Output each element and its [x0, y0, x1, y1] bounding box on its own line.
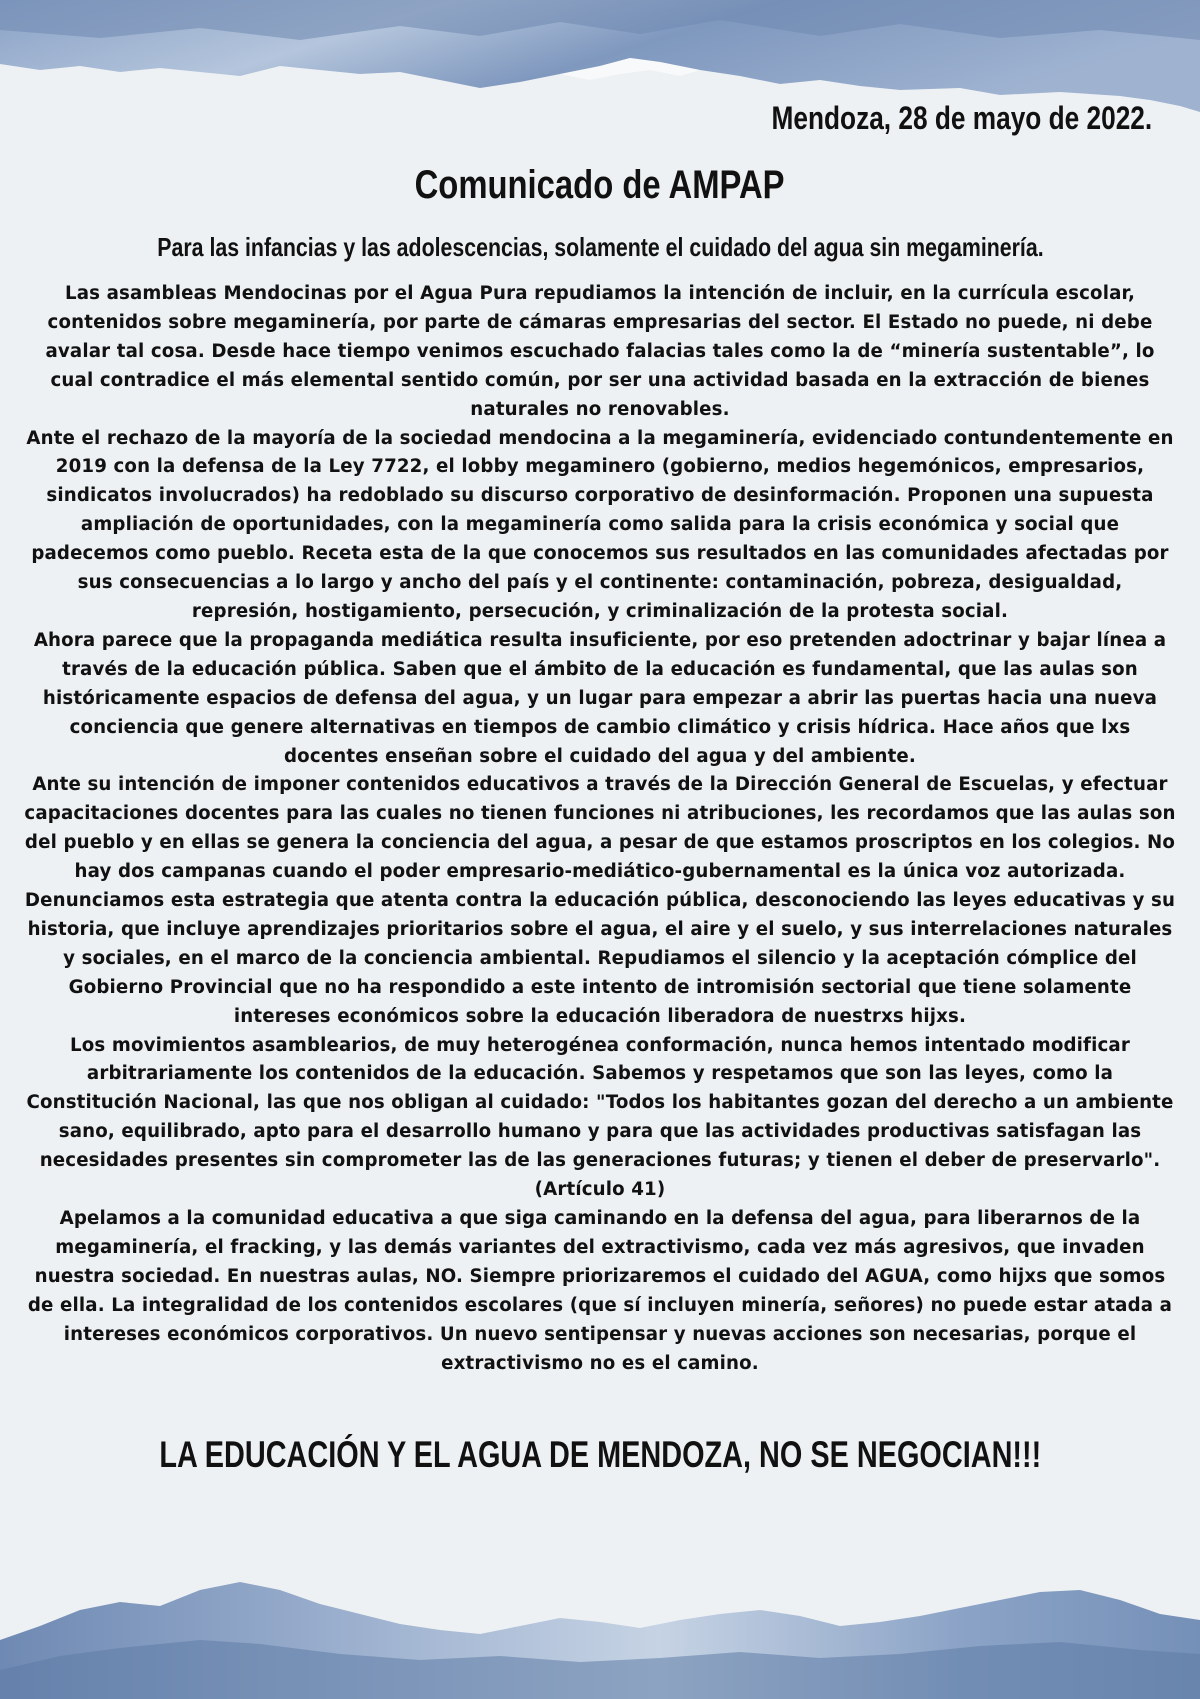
- title-text: Comunicado de AMPAP: [415, 163, 785, 207]
- document-title: [0, 163, 1200, 208]
- watercolor-bottom-decoration: [0, 1530, 1200, 1699]
- paragraph: Los movimientos asamblearios, de muy heterogénea conformación, nunca hemos intentado modificar arbitrariamente los contenidos de la educación. Sabemos y respetamos que son las leyes, como la Constitución Nacional, las que nos obligan al cuidado: "Todos los habitantes gozan del derecho a un ambiente sano, equilibrado, apto para el desarrollo humano y para que las actividades productivas satisfagan las necesidades presentes sin comprometer las de las generaciones futuras; y tienen el deber de preservarlo". (Artículo 41): [26, 1034, 1174, 1201]
- paragraph: Ante su intención de imponer contenidos educativos a través de la Dirección General de Escuelas, y efectuar capacitaciones docentes para las cuales no tienen funciones ni atribuciones, les recordamos que las aulas son del pueblo y en ellas se genera la conciencia del agua, a pesar de que estamos proscriptos en los colegios. No hay dos campanas cuando el poder empresario-mediático-gubernamental es la única voz autorizada.: [24, 774, 1176, 883]
- document-subtitle: [0, 232, 1200, 263]
- paragraph: Denunciamos esta estrategia que atenta contra la educación pública, desconociendo las leyes educativas y su historia, que incluye aprendizajes prioritarios sobre el agua, el aire y el suelo, y sus interrelaciones naturales y sociales, en el marco de la conciencia ambiental. Repudiamos el silencio y la aceptación cómplice del Gobierno Provincial que no ha respondido a este intento de intromisión sectorial que tiene solamente intereses económicos sobre la educación liberadora de nuestrxs hijxs.: [24, 890, 1176, 1027]
- statement-body: [22, 280, 1178, 1378]
- paragraph: Ante el rechazo de la mayoría de la sociedad mendocina a la megaminería, evidenciado contundentemente en 2019 con la defensa de la Ley 7722, el lobby megaminero (gobierno, medios hegemónicos, empresarios, sindicatos involucrados) ha redoblado su discurso corporativo de desinformación. Proponen una supuesta ampliación de oportunidades, con la megaminería como salida para la crisis económica y social que padecemos como pueblo. Receta esta de la que conocemos sus resultados en las comunidades afectadas por sus consecuencias a lo largo y ancho del país y el continente: contaminación, pobreza, desigualdad, represión, hostigamiento, persecución, y criminalización de la protesta social.: [26, 427, 1174, 622]
- closing-text: LA EDUCACIÓN Y EL AGUA DE MENDOZA, NO SE NEGOCIAN!!!: [159, 1434, 1041, 1475]
- closing-slogan: [0, 1434, 1200, 1476]
- paragraph: Apelamos a la comunidad educativa a que siga caminando en la defensa del agua, para liberarnos de la megaminería, el fracking, y las demás variantes del extractivismo, cada vez más agresivos, que invaden nuestra sociedad. En nuestras aulas, NO. Siempre priorizaremos el cuidado del AGUA, como hijxs que somos de ella. La integralidad de los contenidos escolares (que sí incluyen minería, señores) no puede estar atada a intereses económicos corporativos. Un nuevo sentipensar y nuevas acciones son necesarias, porque el extractivismo no es el camino.: [27, 1208, 1173, 1374]
- paragraph: Ahora parece que la propaganda mediática resulta insuficiente, por eso pretenden adoctrinar y bajar línea a través de la educación pública. Saben que el ámbito de la educación es fundamental, que las aulas son históricamente espacios de defensa del agua, y un lugar para empezar a abrir las puertas hacia una nueva conciencia que genere alternativas en tiempos de cambio climático y crisis hídrica. Hace años que lxs docentes enseñan sobre el cuidado del agua y del ambiente.: [33, 629, 1167, 767]
- subtitle-text: Para las infancias y las adolescencias, solamente el cuidado del agua sin megaminería.: [156, 232, 1044, 262]
- document-date: Mendoza, 28 de mayo de 2022.: [771, 100, 1152, 136]
- paragraph: Las asambleas Mendocinas por el Agua Pura repudiamos la intención de incluir, en la currícula escolar, contenidos sobre megaminería, por parte de cámaras empresarias del sector. El Estado no puede, ni debe avalar tal cosa. Desde hace tiempo venimos escuchado falacias tales como la de “minería sustentable”, lo cual contradice el más elemental sentido común, por ser una actividad basada en la extracción de bienes naturales no renovables.: [45, 283, 1155, 420]
